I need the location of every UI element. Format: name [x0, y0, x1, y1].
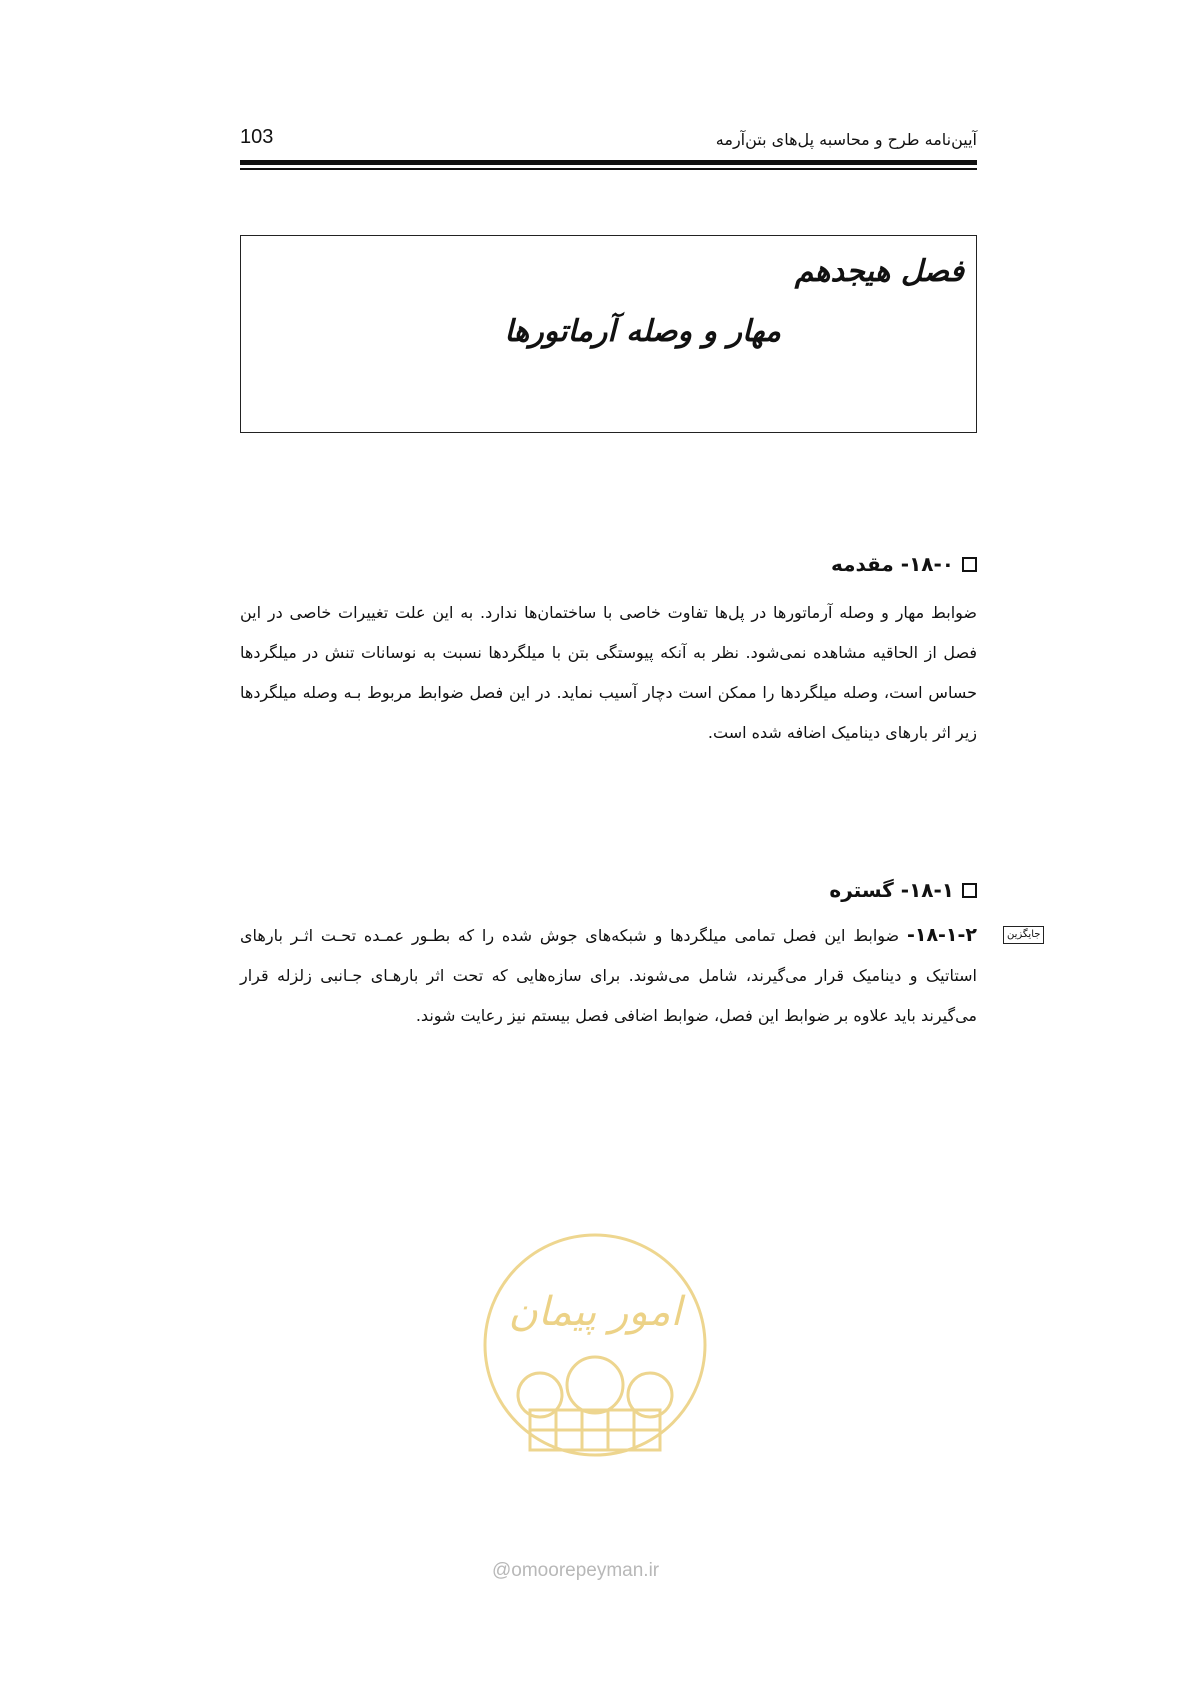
chapter-label: فصل هیجدهم	[794, 254, 964, 289]
watermark-logo-text: امور پیمان	[508, 1289, 682, 1335]
clause-text: ضوابط این فصل تمامی میلگردها و شبکه‌های جوش شده را که بطـور عمـده تحـت اثـر بارهای استاتیک و دینامیک قرار می‌گیرند، شامل می‌شوند. برای سازه‌هایی که تحت اثر بارهـای جـانبی زلزله قرار می‌گیرند باید علاوه بر ضوابط این فصل، ضوابط اضافی فصل بیستم نیز رعایت شوند.	[240, 926, 977, 1025]
section-heading-text: ۱۸-۰- مقدمه	[830, 552, 954, 576]
margin-tag: جایگزین	[1003, 926, 1044, 944]
header-rule-thin	[240, 168, 977, 170]
chapter-title: مهار و وصله آرماتورها	[504, 314, 781, 349]
section-heading-introduction	[831, 552, 977, 576]
section-paragraph-introduction: ضوابط مهار و وصله آرماتورها در پل‌ها تفاوت خاصی با ساختمان‌ها ندارد. به این علت تغییرات خاصی در این فصل از الحاقیه مشاهده نمی‌شود. نظر به آنکه پیوستگی بتن با میلگردها نسبت به نوسانات تنش در میلگردها حساس است، وصله میلگردها را ممکن است دچار آسیب نماید. در این فصل ضوابط مربوط بـه وصله میلگردها زیر اثر بارهای دینامیک اضافه شده است.	[240, 603, 977, 742]
checkbox-icon	[962, 557, 977, 572]
checkbox-icon	[962, 883, 977, 898]
running-title: آیین‌نامه طرح و محاسبه پل‌های بتن‌آرمه	[715, 130, 977, 149]
chapter-title-box	[240, 235, 977, 433]
header-rule-thick	[240, 160, 977, 165]
page-number: 103	[240, 126, 274, 148]
clause-paragraph-scope	[240, 915, 977, 1036]
section-heading-scope	[829, 878, 977, 902]
clause-number: ۱۸-۱-۲-	[906, 924, 978, 946]
watermark-seal	[480, 1230, 710, 1460]
watermark-url: @omoorepeyman.ir	[492, 1560, 660, 1581]
section-heading-text: ۱۸-۱- گستره	[829, 878, 954, 902]
